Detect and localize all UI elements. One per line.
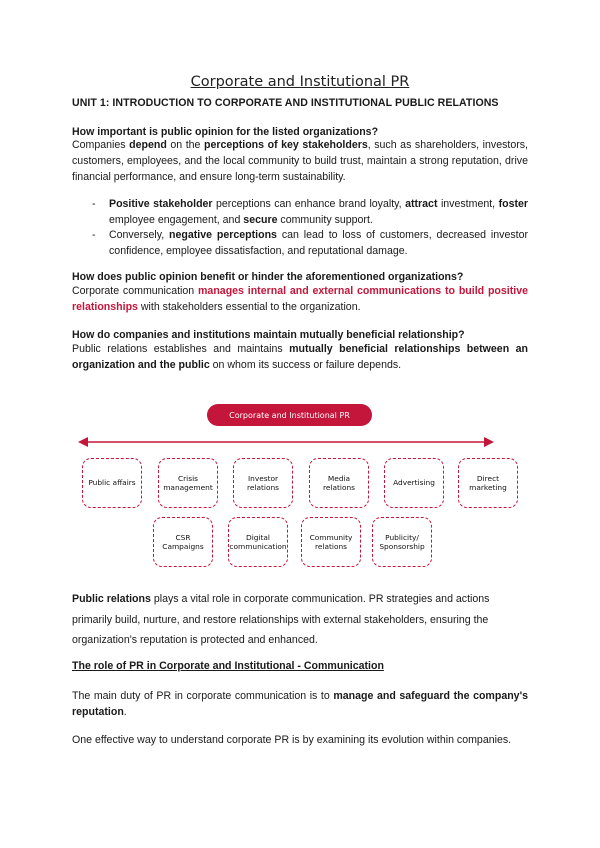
list-item (92, 228, 528, 259)
box-publicity-sponsorship: Publicity/ Sponsorship (372, 517, 432, 567)
text-run: Conversely, (109, 229, 170, 242)
bold-run: negative perceptions (169, 229, 277, 242)
text-run: on whom its success or failure depends. (209, 359, 402, 372)
highlighted-run: manages internal and external communications to build positive relationships (72, 285, 528, 314)
text-run: employee engagement, and (109, 213, 244, 226)
bold-run: depend (129, 139, 167, 151)
text-run: Public relations establishes and maintains (72, 343, 290, 355)
text-run: perceptions can enhance brand loyalty, (212, 198, 406, 210)
text-run: plays a vital role in corporate communication. PR strategies and actions primarily build, nurture, and restore relationships with external stakeholders, ensuring the organization's reputation is protected and enhanced. (72, 593, 490, 646)
role-paragraph-2: One effective way to understand corporate PR is by examining its evolution within companies. (72, 734, 512, 746)
bold-run: Positive stakeholder (109, 198, 213, 210)
text-run: The main duty of PR in corporate communication is to (72, 690, 334, 702)
document-title: Corporate and Institutional PR (190, 74, 410, 90)
list-item (92, 197, 528, 228)
bold-run: Public relations (72, 593, 151, 605)
text-run: , such as shareholders, investors, customers, employees, and the local community to build trust, maintain a strong reputation, drive financial performance, and ensure long-term sustainability. (72, 139, 528, 184)
text-run: on the (166, 139, 204, 151)
section-heading-role-of-pr: The role of PR in Corporate and Institutional - Communication (72, 660, 384, 672)
answer-public-opinion-importance (72, 137, 528, 186)
question-mutual-relationship: How do companies and institutions maintain mutually beneficial relationship? (72, 329, 465, 341)
answer-benefit-or-hinder (72, 283, 528, 315)
bold-run: manage and safeguard the company's reputation (72, 690, 528, 719)
box-csr-campaigns: CSR Campaigns (153, 517, 213, 567)
box-public-affairs: Public affairs (82, 458, 142, 508)
text-run: can lead to loss of customers, decreased investor confidence, employee dissatisfaction, and reputational damage. (109, 229, 529, 257)
text-run: community support. (277, 213, 373, 226)
answer-mutual-relationship (72, 341, 528, 373)
text-run: investment, (437, 198, 499, 210)
box-investor-relations: Investor relations (233, 458, 293, 508)
box-media-relations: Media relations (309, 458, 369, 508)
question-benefit-or-hinder: How does public opinion benefit or hinder the aforementioned organizations? (72, 271, 464, 283)
box-digital-communication: Digital communication (228, 517, 288, 567)
bold-run: perceptions of key stakeholders (204, 139, 368, 151)
unit-heading: UNIT 1: INTRODUCTION TO CORPORATE AND INSTITUTIONAL PUBLIC RELATIONS (72, 97, 499, 109)
box-crisis-management: Crisis management (158, 458, 218, 508)
role-paragraph-1 (72, 688, 528, 720)
text-run: Companies (72, 139, 130, 151)
box-community-relations: Community relations (301, 517, 361, 567)
question-public-opinion-importance: How important is public opinion for the listed organizations? (72, 126, 379, 138)
stakeholder-bullet-list (92, 197, 528, 259)
summary-paragraph (72, 589, 528, 651)
bold-run: attract (405, 198, 438, 210)
text-run: Corporate communication (72, 285, 199, 297)
bold-run: secure (243, 213, 278, 226)
box-direct-marketing: Direct marketing (458, 458, 518, 508)
diagram-header: Corporate and Institutional PR (207, 404, 372, 426)
bold-run: mutually beneficial relationships between an organization and the public (72, 343, 528, 372)
bold-run: foster (498, 198, 529, 210)
text-run: with stakeholders essential to the organization. (137, 301, 361, 314)
box-advertising: Advertising (384, 458, 444, 508)
text-run: . (123, 706, 127, 719)
